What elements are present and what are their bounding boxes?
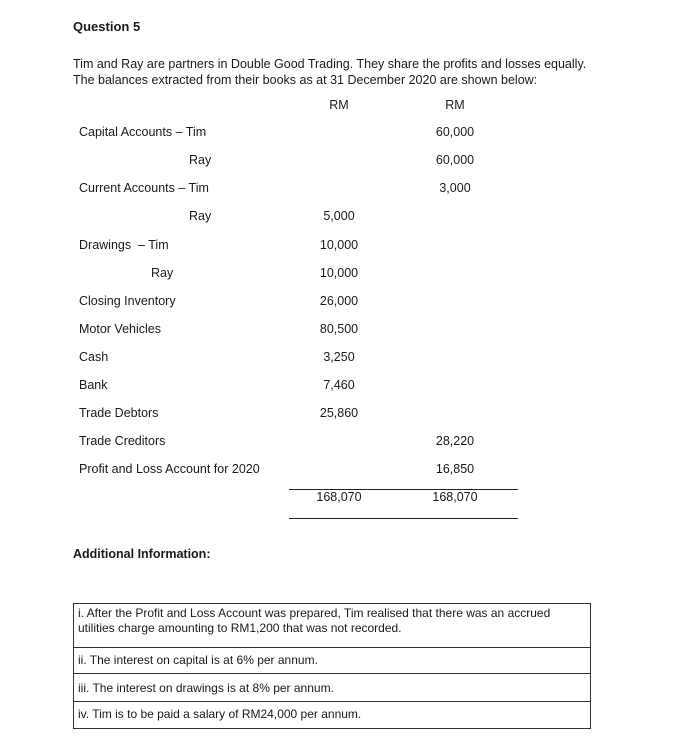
intro-line-2: The balances extracted from their books as at 31 December 2020 are shown below:: [73, 73, 538, 87]
table-row: [0, 209, 678, 229]
intro-line-1: Tim and Ray are partners in Double Good Trading. They share the profits and losses equally.: [73, 57, 587, 71]
row-label: Bank: [79, 378, 108, 392]
table-row: [0, 294, 678, 314]
table-row: [0, 350, 678, 370]
credit-value: 16,850: [435, 462, 475, 476]
table-row: [0, 462, 678, 482]
row-label: Drawings – Tim: [79, 238, 169, 252]
row-label: Trade Debtors: [79, 406, 159, 420]
credit-value: 60,000: [435, 153, 475, 167]
row-label: Ray: [189, 153, 212, 167]
credit-value: 60,000: [435, 125, 475, 139]
row-label: Motor Vehicles: [79, 322, 161, 336]
table-row: [0, 153, 678, 173]
row-label: Ray: [151, 266, 174, 280]
intro-text: [73, 56, 586, 88]
table-row: [0, 181, 678, 201]
table-row: [0, 125, 678, 145]
table-row: [0, 406, 678, 426]
debit-total: 168,070: [316, 490, 362, 504]
note-item: i. After the Profit and Loss Account was prepared, Tim realised that there was an accrued utilities charge amounting to RM1,200 that was not recorded.: [74, 604, 590, 648]
note-item: ii. The interest on capital is at 6% per annum.: [74, 648, 590, 674]
table-row: [0, 378, 678, 398]
debit-value: 3,250: [323, 350, 355, 364]
row-label: Closing Inventory: [79, 294, 176, 308]
total-bottom-rule: [289, 518, 518, 519]
debit-value: 5,000: [323, 209, 355, 223]
credit-total: 168,070: [432, 490, 478, 504]
question-title: Question 5: [73, 19, 141, 34]
additional-info-heading: Additional Information:: [73, 547, 211, 561]
debit-value: 10,000: [319, 238, 359, 252]
table-row: [0, 266, 678, 286]
row-label: Current Accounts – Tim: [79, 181, 209, 195]
debit-value: 26,000: [319, 294, 359, 308]
row-label: Trade Creditors: [79, 434, 166, 448]
debit-column-header: RM: [329, 98, 349, 112]
credit-column-header: RM: [445, 98, 465, 112]
table-row: [0, 238, 678, 258]
table-row: [0, 322, 678, 342]
totals-row: [0, 490, 678, 510]
credit-value: 28,220: [435, 434, 475, 448]
row-label: Cash: [79, 350, 109, 364]
debit-value: 10,000: [319, 266, 359, 280]
credit-value: 3,000: [439, 181, 471, 195]
debit-value: 80,500: [319, 322, 359, 336]
row-label: Profit and Loss Account for 2020: [79, 462, 260, 476]
note-item: iv. Tim is to be paid a salary of RM24,000 per annum.: [78, 707, 362, 721]
additional-info-box: [73, 603, 591, 729]
note-item: iii. The interest on drawings is at 8% per annum.: [74, 674, 590, 702]
row-label: Ray: [189, 209, 212, 223]
debit-value: 25,860: [319, 406, 359, 420]
debit-value: 7,460: [323, 378, 355, 392]
row-label: Capital Accounts – Tim: [79, 125, 207, 139]
table-row: [0, 434, 678, 454]
